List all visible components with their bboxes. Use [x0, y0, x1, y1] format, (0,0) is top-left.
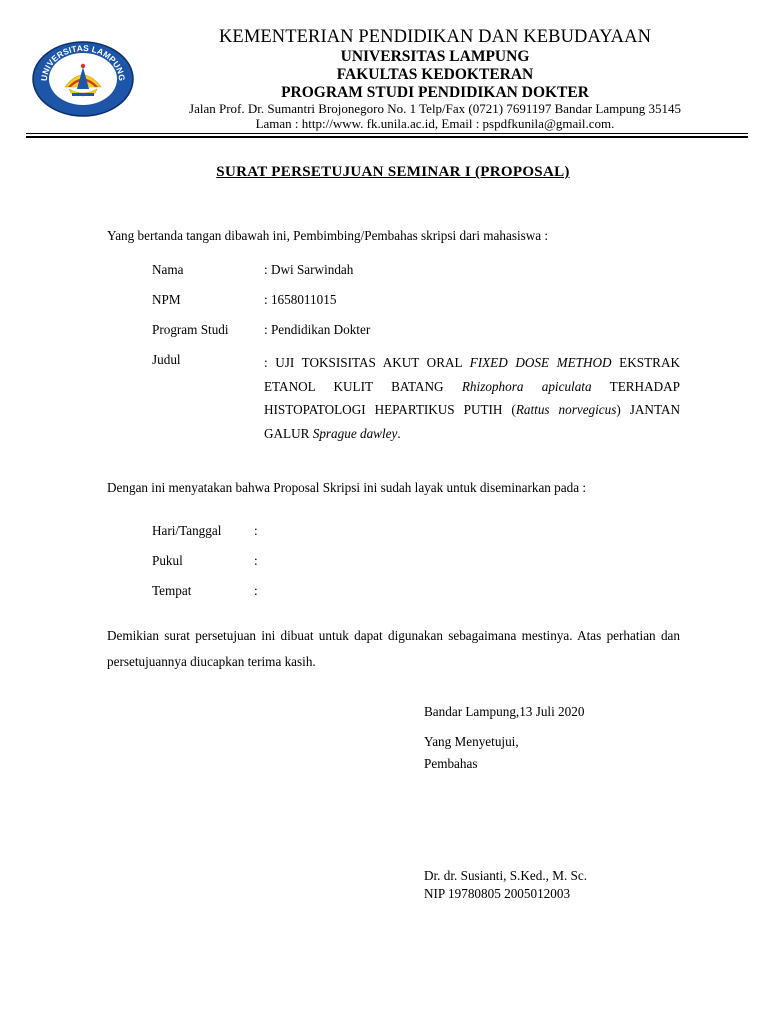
place-date: Bandar Lampung,13 Juli 2020	[424, 704, 585, 719]
place-label: Tempat	[152, 583, 192, 598]
ministry-name: KEMENTERIAN PENDIDIKAN DAN KEBUDAYAAN	[218, 27, 652, 47]
letterhead-divider	[26, 133, 748, 134]
time-label: Pukul	[152, 553, 183, 568]
logo-ring-text: UNIVERSITAS LAMPUNG	[38, 42, 128, 82]
thesis-title-part: TERHADAP HISTOPATOLOGI HEPARTIKUS PUTIH (	[264, 378, 680, 417]
thesis-title-part: ) JANTAN GALUR	[264, 402, 680, 441]
address-line: Jalan Prof. Dr. Sumantri Brojonegoro No. 1 Telp/Fax (0721) 7691197 Bandar Lampung 35145	[189, 101, 681, 116]
letterhead-divider-thick	[26, 136, 748, 138]
judul-label: Judul	[152, 352, 181, 367]
university-name: UNIVERSITAS LAMPUNG	[340, 48, 530, 65]
thesis-title-italic: Rattus norvegicus	[515, 402, 617, 417]
thesis-title-italic: Rhizophora apiculata	[461, 378, 592, 394]
letter-title: SURAT PERSETUJUAN SEMINAR I (PROPOSAL)	[216, 164, 570, 180]
signer-nip: NIP 19780805 2005012003	[424, 886, 571, 901]
intro-text: Yang bertanda tangan dibawah ini, Pembimbing/Pembahas skripsi dari mahasiswa :	[107, 228, 549, 243]
approval-text: Yang Menyetujui,	[424, 734, 519, 749]
npm-value: : 1658011015	[264, 292, 337, 307]
time-colon: :	[254, 553, 258, 568]
university-logo	[31, 37, 135, 117]
signer-name: Dr. dr. Susianti, S.Ked., M. Sc.	[424, 868, 588, 883]
thesis-title-part: : UJI TOKSISITAS AKUT ORAL	[264, 355, 470, 370]
thesis-title	[264, 351, 680, 445]
place-colon: :	[254, 583, 258, 598]
prodi-value: : Pendidikan Dokter	[264, 322, 371, 337]
prodi-label: Program Studi	[152, 322, 229, 337]
signer-role: Pembahas	[424, 756, 478, 771]
thesis-title-part: EKSTRAK ETANOL KULIT BATANG	[264, 355, 680, 394]
day-label: Hari/Tanggal	[152, 523, 222, 538]
thesis-title-italic: Sprague dawley	[312, 425, 398, 441]
name-value: : Dwi Sarwindah	[264, 262, 354, 277]
statement-text: Dengan ini menyatakan bahwa Proposal Skripsi ini sudah layak untuk diseminarkan pada :	[107, 480, 587, 495]
day-colon: :	[254, 523, 258, 538]
closing-paragraph: Demikian surat persetujuan ini dibuat untuk dapat digunakan sebagaimana mestinya. Atas perhatian dan persetujuannya diucapkan terima kasih.	[107, 628, 680, 669]
thesis-title-part: .	[397, 425, 401, 441]
faculty-name: FAKULTAS KEDOKTERAN	[336, 66, 534, 83]
name-label: Nama	[152, 262, 184, 277]
program-name: PROGRAM STUDI PENDIDIKAN DOKTER	[281, 84, 589, 101]
contact-line: Laman : http://www. fk.unila.ac.id, Email : pspdfkunila@gmail.com.	[255, 116, 615, 131]
npm-label: NPM	[152, 292, 181, 307]
thesis-title-italic: FIXED DOSE METHOD	[469, 355, 612, 370]
